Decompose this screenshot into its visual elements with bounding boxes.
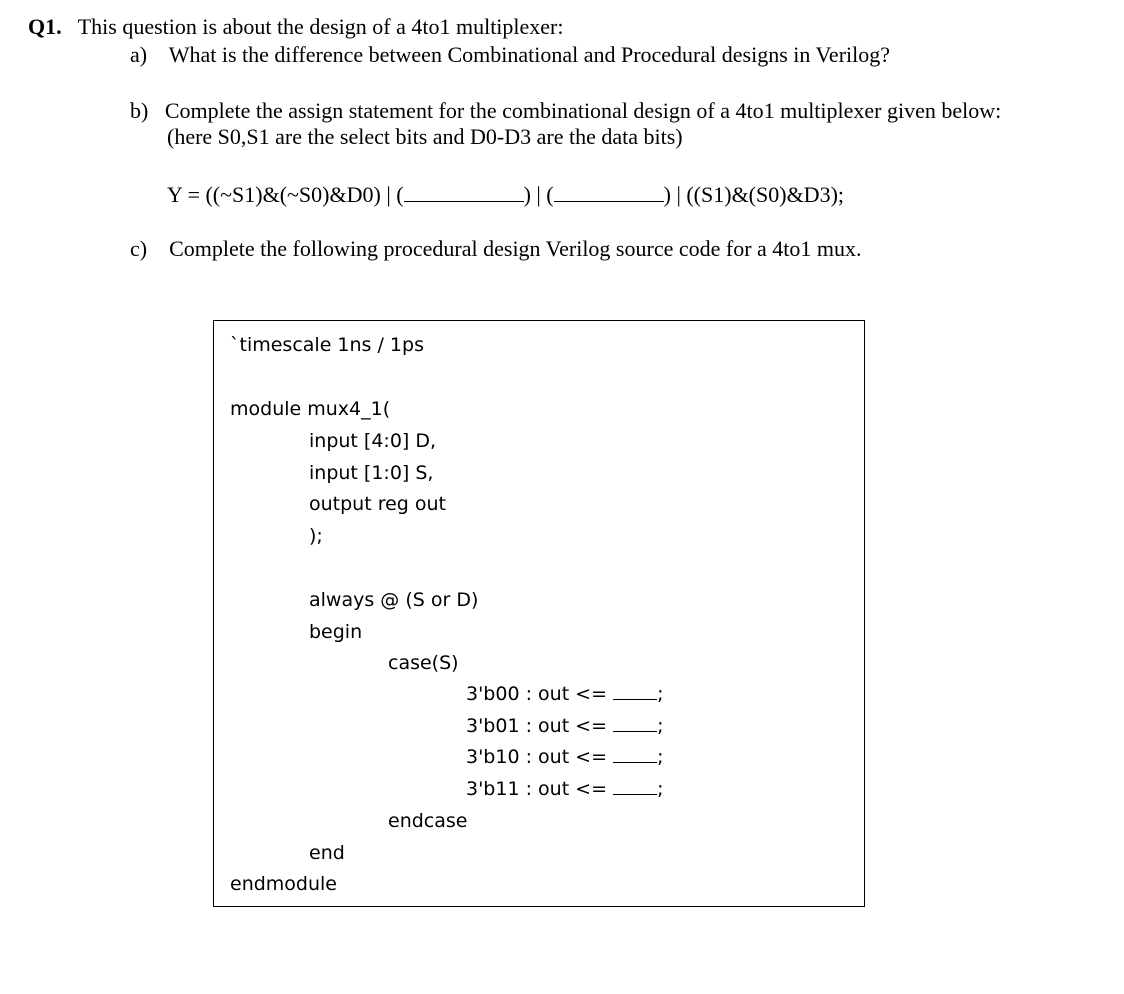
code-module: module mux4_1( [230, 398, 391, 420]
part-b-line2: (here S0,S1 are the select bits and D0-D3 are the data bits) [167, 124, 683, 149]
case-label: 3'b11 : out <= [466, 778, 608, 800]
code-output: output reg out [309, 493, 447, 515]
code-endcase: endcase [388, 810, 468, 832]
part-a-label: a) [130, 42, 148, 67]
assign-equation [167, 182, 844, 208]
part-a-text: What is the difference between Combinational and Procedural designs in Verilog? [168, 42, 891, 67]
question-intro: This question is about the design of a 4to1 multiplexer: [77, 14, 564, 39]
part-c-label: c) [130, 236, 148, 261]
code-case: case(S) [388, 652, 459, 674]
code-endmodule: endmodule [230, 873, 337, 895]
code-close-paren: ); [309, 525, 323, 547]
case-label: 3'b01 : out <= [466, 715, 608, 737]
question-header [28, 14, 564, 40]
equation-blank-1[interactable] [404, 183, 524, 202]
part-a [130, 42, 890, 68]
code-input-s: input [1:0] S, [309, 462, 434, 484]
case-blank[interactable] [613, 715, 657, 732]
case-line [466, 777, 663, 801]
code-timescale: `timescale 1ns / 1ps [230, 334, 424, 356]
part-b [130, 98, 1001, 124]
code-begin: begin [309, 621, 363, 643]
case-blank[interactable] [613, 778, 657, 795]
equation-mid: ) | ( [523, 182, 554, 207]
case-semicolon: ; [657, 715, 664, 737]
case-semicolon: ; [657, 746, 664, 768]
part-c-text: Complete the following procedural design Verilog source code for a 4to1 mux. [169, 236, 862, 261]
code-input-d: input [4:0] D, [309, 430, 437, 452]
equation-blank-2[interactable] [554, 183, 664, 202]
part-c [130, 236, 862, 262]
case-label: 3'b10 : out <= [466, 746, 608, 768]
equation-start: Y = ((~S1)&(~S0)&D0) | ( [167, 182, 404, 207]
case-label: 3'b00 : out <= [466, 683, 608, 705]
case-line [466, 714, 663, 738]
case-line [466, 682, 663, 706]
case-semicolon: ; [657, 683, 664, 705]
case-semicolon: ; [657, 778, 664, 800]
equation-end: ) | ((S1)&(S0)&D3); [663, 182, 845, 207]
question-number: Q1. [28, 14, 62, 39]
part-b-line1: Complete the assign statement for the combinational design of a 4to1 multiplexer given below: [164, 98, 1002, 123]
part-b-label: b) [130, 98, 149, 123]
case-blank[interactable] [613, 746, 657, 763]
code-box [213, 320, 865, 907]
code-always: always @ (S or D) [309, 589, 479, 611]
case-blank[interactable] [613, 683, 657, 700]
code-end: end [309, 842, 345, 864]
case-line [466, 745, 663, 769]
